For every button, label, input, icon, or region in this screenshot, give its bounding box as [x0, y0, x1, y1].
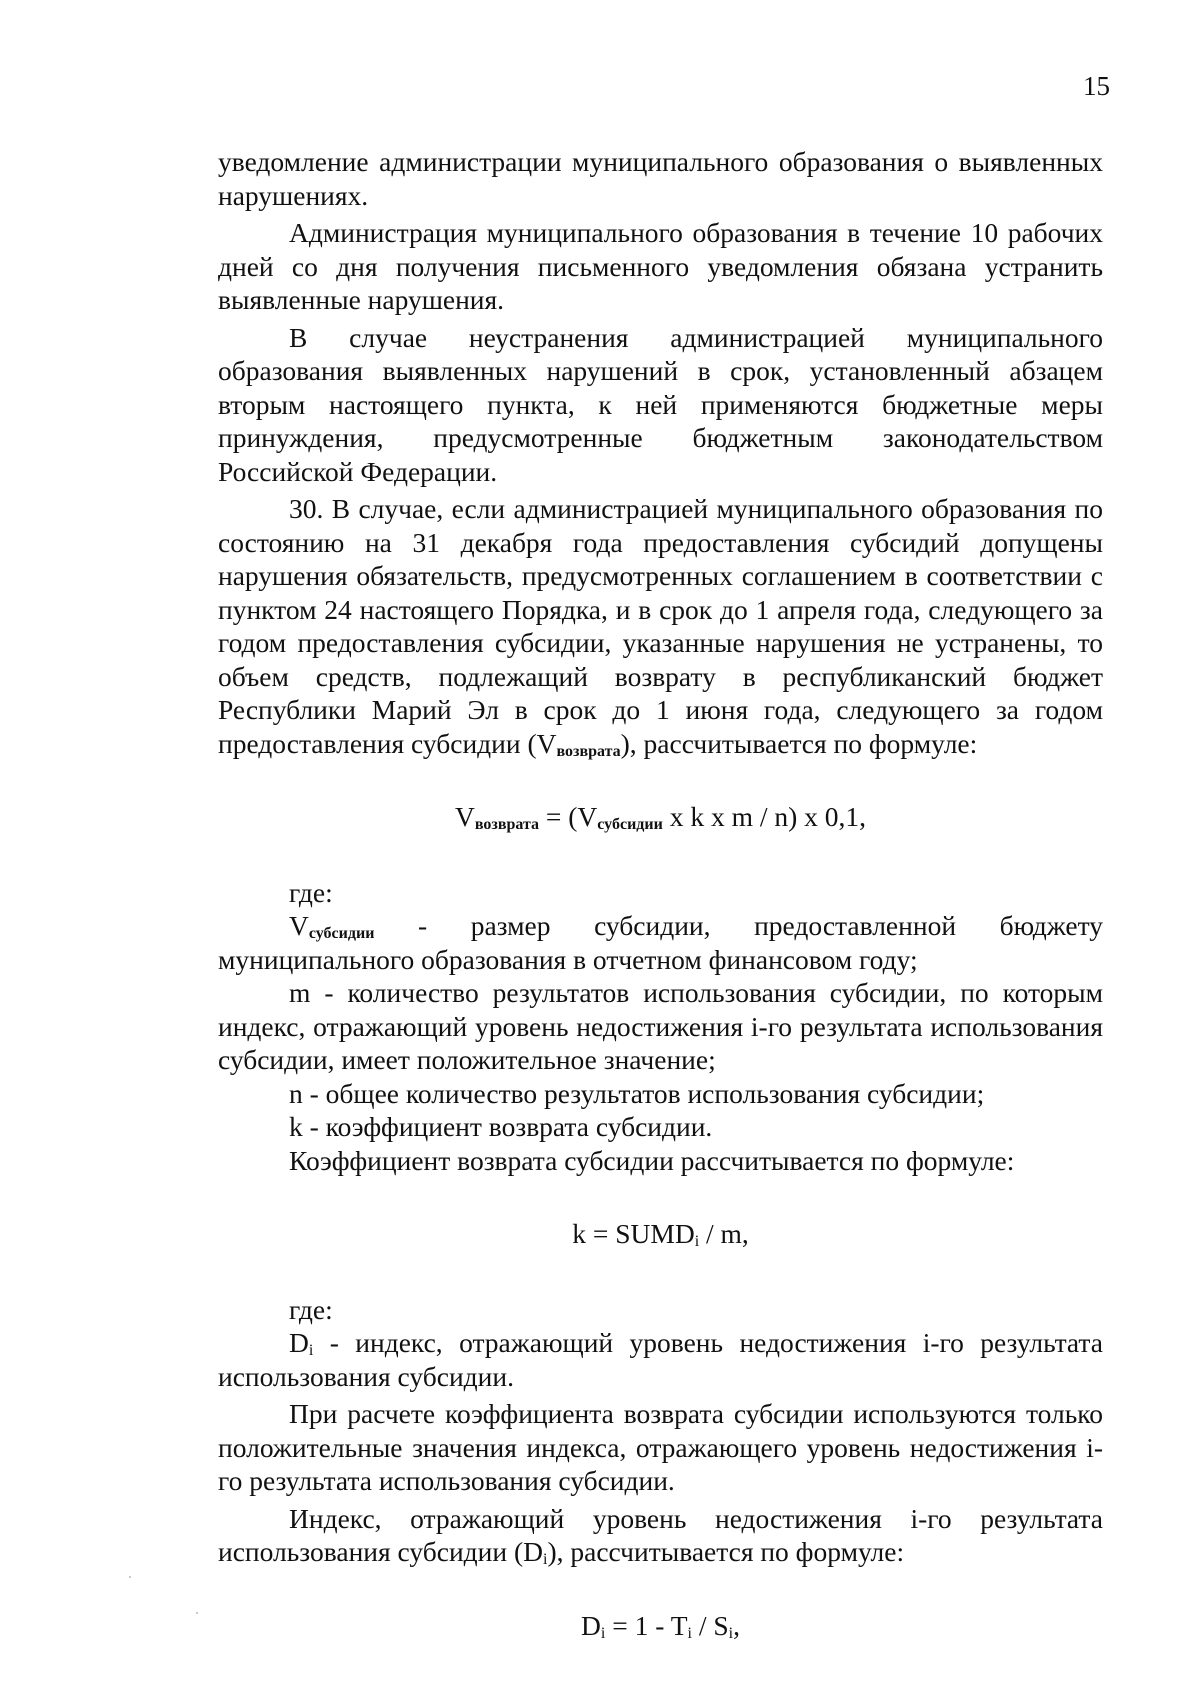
formula-refund-volume: $V_{возврата} = (V_{субсидии}$ x k x m / n) x 0,1,: [454, 801, 867, 833]
subscript: субсидии: [597, 816, 663, 833]
formula-d: $D_i = 1 - T_i / S_i$,: [580, 1609, 740, 1642]
subscript: i: [694, 1233, 700, 1250]
scan-speck: [196, 1612, 198, 1614]
definition-d: $D_i$ - индекс, отражающий уровень недостижения i-го результата использования субсидии.: [218, 1327, 1103, 1392]
paragraph-enforcement: В случае неустранения администрацией муниципального образования выявленных нарушений в срок, установленный абзацем вторым настоящего пункта, к ней применяются бюджетные меры принуждения, предусмотренные бюджетным законодательством Российской Федерации.: [218, 321, 1103, 487]
item-30-text: 30. В случае, если администрацией муниципального образования по состоянию на 31 декабря года предоставления субсидий допущены нарушения обязательств, предусмотренных соглашением в соответствии с пунктом 24 настоящего Порядка, и в срок до 1 апреля года, следующего за годом предоставления субсидии, указанные нарушения не устранены, то объем средств, подлежащий возврату в республиканский бюджет Республики Марий Эл в срок до 1 июня года, следующего за годом предоставления субсидии: [218, 493, 1103, 759]
definition-v-subsidy: $V_{субсидии}$ - размер субсидии, предоставленной бюджету муниципального образования в отчетном финансовом году;: [218, 910, 1103, 975]
page-number: 15: [1083, 71, 1110, 101]
formula-k: $k = SUMD_i / m$,: [572, 1218, 749, 1250]
definition-k: k - коэффициент возврата субсидии.: [289, 1111, 713, 1142]
subscript: i: [600, 1624, 606, 1642]
subscript: i: [728, 1624, 734, 1642]
paragraph-item-30: 30. В случае, если администрацией муниципального образования по состоянию на 31 декабря года предоставления субсидий допущены нарушения обязательств, предусмотренных соглашением в соответствии с пунктом 24 настоящего Порядка, и в срок до 1 апреля года, следующего за годом предоставления субсидии, указанные нарушения не устранены, то объем средств, подлежащий возврату в республиканский бюджет Республики Марий Эл в срок до 1 июня года, следующего за годом предоставления субсидии $(V_{возврата})$, рассчитывается по формуле:: [218, 493, 1103, 760]
subscript: возврата: [474, 816, 539, 833]
scan-speck: [129, 1576, 131, 1578]
document-body: [218, 145, 1103, 1684]
paragraph-index-intro: Индекс, отражающий уровень недостижения i-го результата использования субсидии $(D_i)$, рассчитывается по формуле:: [218, 1502, 1103, 1568]
paragraph-positive-values: При расчете коэффициента возврата субсидии используются только положительные значения индекса, отражающего уровень недостижения i-го результата использования субсидии.: [218, 1398, 1103, 1496]
subscript: i: [308, 1342, 314, 1359]
where-label: где:: [289, 1293, 333, 1325]
k-formula-intro: Коэффициент возврата субсидии рассчитывается по формуле:: [289, 1144, 1015, 1176]
subscript: i: [543, 1551, 548, 1568]
paragraph-elimination-term: Администрация муниципального образования в течение 10 рабочих дней со дня получения письменного уведомления обязана устранить выявленные нарушения.: [218, 217, 1103, 315]
paragraph-notification: уведомление администрации муниципального образования о выявленных нарушениях.: [218, 146, 1103, 211]
definition-n: n - общее количество результатов использования субсидии;: [289, 1077, 985, 1109]
subscript: субсидии: [308, 925, 375, 942]
subscript: возврата: [556, 742, 621, 760]
where-label: где:: [289, 876, 333, 908]
definition-m: m - количество результатов использования субсидии, по которым индекс, отражающий уровень недостижения i-го результата использования субсидии, имеет положительное значение;: [218, 977, 1103, 1075]
subscript: i: [687, 1624, 692, 1642]
